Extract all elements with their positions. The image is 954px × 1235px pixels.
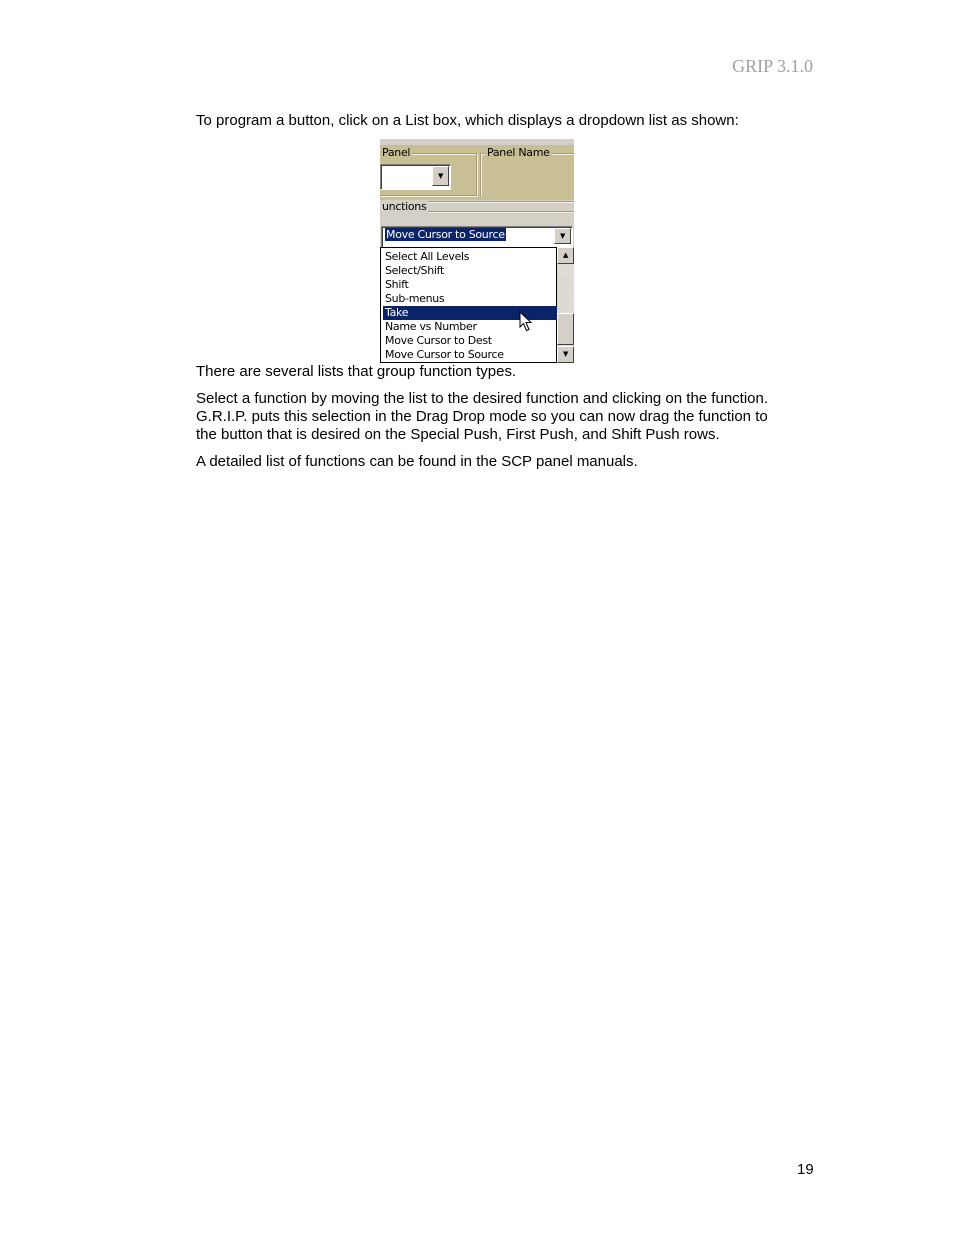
list-item[interactable]: Move Cursor to Source [385,348,504,361]
scroll-up-icon[interactable]: ▲ [557,247,574,264]
mouse-pointer-icon [519,311,533,333]
chevron-down-icon[interactable]: ▼ [432,166,449,186]
list-item[interactable]: Select All Levels [385,250,470,263]
dropdown-screenshot [380,139,574,363]
list-item[interactable]: Shift [385,278,409,291]
chevron-down-icon[interactable]: ▼ [554,228,571,244]
lists-paragraph: There are several lists that group function types. [196,363,517,380]
page-number: 19 [797,1161,814,1178]
intro-paragraph: To program a button, click on a List box, which displays a dropdown list as shown: [196,112,739,129]
functions-combo[interactable] [381,226,573,248]
scroll-thumb[interactable] [557,313,574,345]
scroll-down-icon[interactable]: ▼ [557,346,574,363]
function-dropdown-list[interactable] [380,247,557,363]
list-item[interactable]: Sub-menus [385,292,445,305]
functions-label: unctions [382,200,427,213]
panel-combo[interactable] [380,164,451,190]
list-item[interactable]: Name vs Number [385,320,477,333]
panel-label: Panel [382,146,411,159]
select-function-line-3: the button that is desired on the Special Push, First Push, and Shift Push rows. [196,426,720,443]
list-item-selected[interactable]: Take [383,306,558,320]
combo-selected-value: Move Cursor to Source [386,228,505,241]
detail-paragraph: A detailed list of functions can be found in the SCP panel manuals. [196,453,638,470]
select-function-line-1: Select a function by moving the list to the desired function and clicking on the function. [196,390,769,407]
list-item[interactable]: Move Cursor to Dest [385,334,492,347]
panel-name-label: Panel Name [487,146,550,159]
list-item[interactable]: Select/Shift [385,264,445,277]
list-scrollbar[interactable] [557,247,574,363]
select-function-paragraph [196,390,806,444]
running-header: GRIP 3.1.0 [732,56,813,76]
select-function-line-2: G.R.I.P. puts this selection in the Drag Drop mode so you can now drag the function to [196,408,768,425]
